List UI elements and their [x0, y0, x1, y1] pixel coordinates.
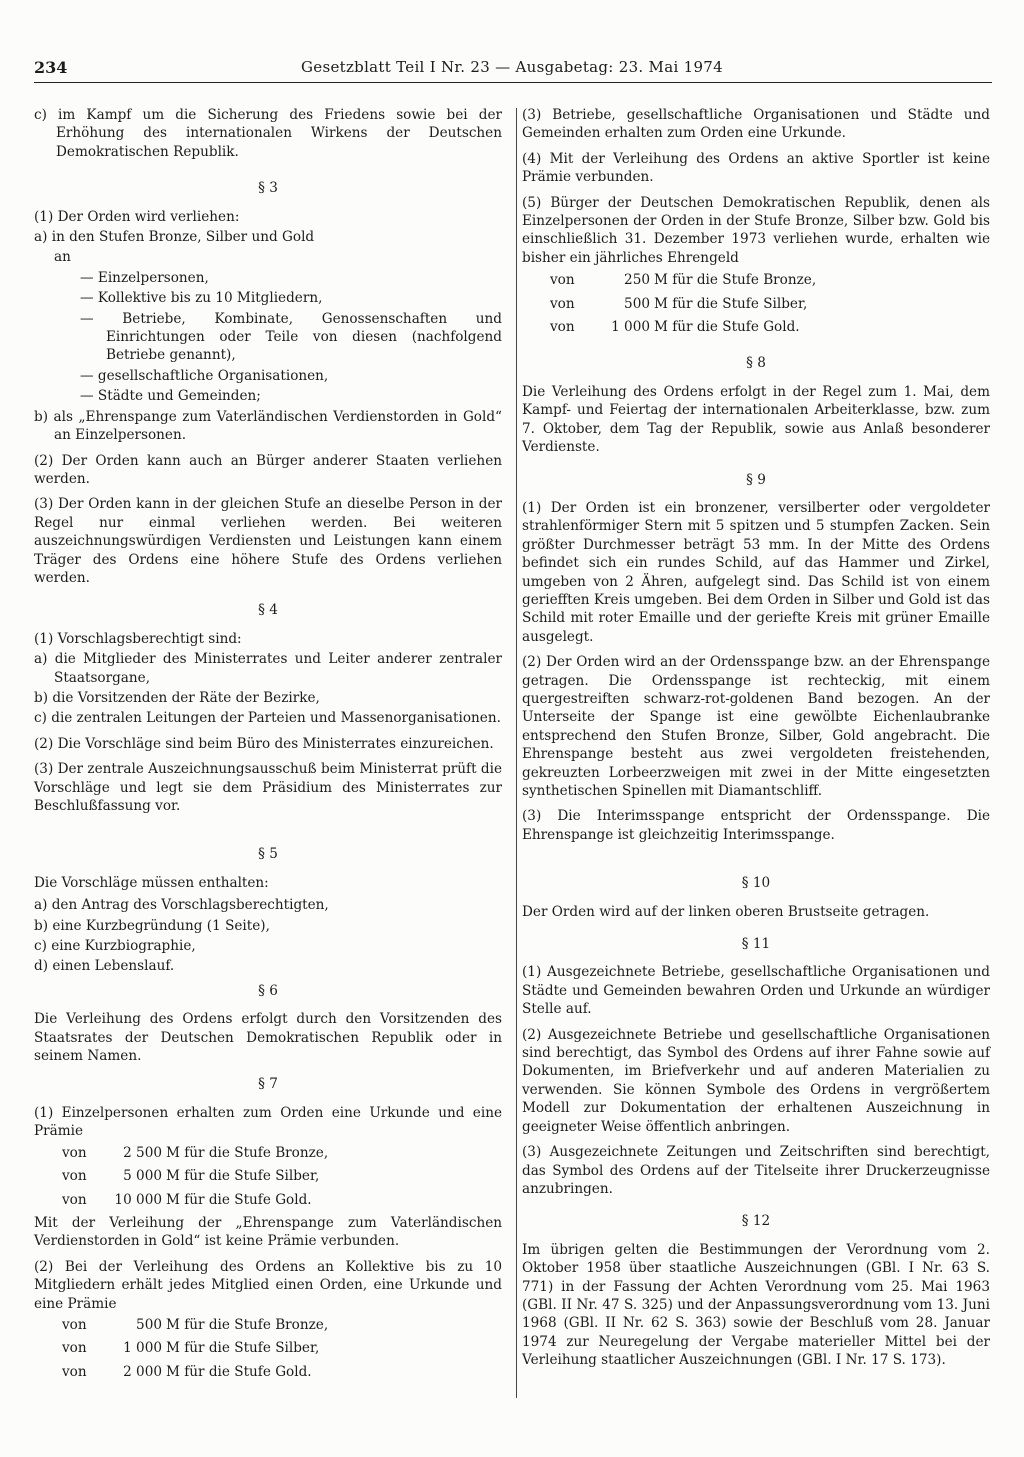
- header-rule: [34, 82, 992, 83]
- s11-p3: (3) Ausgezeichnete Zeitungen und Zeitschriften sind berechtigt, das Symbol des Ordens auf der Titelseite ihrer Druckerzeugnisse anzubringen.: [522, 1144, 990, 1197]
- amount: 2 500: [123, 1144, 162, 1161]
- s3-item-a: a) in den Stufen Bronze, Silber und Gold: [34, 229, 315, 246]
- s4-item: a) die Mitglieder des Ministerrates und Leiter anderer zentraler Staatsorgane,: [34, 651, 502, 686]
- s12-text: Im übrigen gelten die Bestimmungen der Verordnung vom 2. Oktober 1958 über staatliche Auszeichnungen (GBl. I Nr. 63 S. 771) in der Fassung der Achten Verordnung vom 25. Mai 1963 (GBl. II Nr. 47 S. 325) und der Anpassungsverordnung vom 13. Juni 1968 (GBl. II Nr. 62 S. 363) sowie der Beschluß vom 28. Januar 1974 zur Neuregelung der Vergabe materieller Mittel bei der Verleihung staatlicher Auszeichnungen (GBl. I Nr. 17 S. 173).: [522, 1241, 990, 1369]
- section-12-heading: § 12: [741, 1213, 771, 1230]
- s11-p1: (1) Ausgezeichnete Betriebe, gesellschaftliche Organisationen und Städte und Gemeinden bewahren Orden und Urkunde an würdiger Stelle auf.: [522, 964, 990, 1018]
- amount: 1 000: [611, 319, 650, 336]
- amount: 1 000: [123, 1340, 162, 1357]
- amount: 5 000: [123, 1168, 162, 1185]
- s4-p1-intro: (1) Vorschlagsberechtigt sind:: [34, 630, 242, 647]
- s3-p1-intro: (1) Der Orden wird verliehen:: [34, 208, 240, 225]
- s7-p2: (2) Bei der Verleihung des Ordens an Kollektive bis zu 10 Mitgliedern erhält jedes Mitglied einen Orden, eine Urkunde und eine Prämie: [34, 1258, 502, 1312]
- s9-p3: (3) Die Interimsspange entspricht der Ordensspange. Die Ehrenspange ist gleichzeitig Interimsspange.: [522, 808, 990, 843]
- s5-item: a) den Antrag des Vorschlagsberechtigten,: [34, 897, 329, 914]
- s4-item: c) die zentralen Leitungen der Parteien und Massenorganisationen.: [34, 710, 501, 727]
- s7-amount-row: von 2 000 M für die Stufe Gold.: [62, 1363, 312, 1380]
- s5-item: d) einen Lebenslauf.: [34, 958, 175, 975]
- section-6-heading: § 6: [258, 982, 278, 999]
- s5-item: c) eine Kurzbiographie,: [34, 938, 196, 955]
- header-title: Gesetzblatt Teil I Nr. 23 — Ausgabetag: 23. Mai 1974: [301, 58, 723, 76]
- page-number: 234: [34, 58, 68, 77]
- section-3-heading: § 3: [258, 180, 278, 197]
- s7-amount-row: von 1 000 M für die Stufe Silber,: [62, 1340, 320, 1357]
- column-divider: [516, 108, 517, 1398]
- s7-amount-row: von 500 M für die Stufe Bronze,: [62, 1316, 329, 1333]
- s5-intro: Die Vorschläge müssen enthalten:: [34, 874, 269, 891]
- section-4-heading: § 4: [258, 602, 278, 619]
- s7-ehrengeld-row: von 1 000 M für die Stufe Gold.: [550, 319, 800, 336]
- section-8-heading: § 8: [746, 355, 766, 372]
- page-header: [0, 54, 1024, 88]
- s3-p2: (2) Der Orden kann auch an Bürger anderer Staaten verliehen werden.: [34, 452, 502, 487]
- amount: 500: [624, 295, 650, 312]
- section-9-heading: § 9: [746, 471, 766, 488]
- s8-text: Die Verleihung des Ordens erfolgt in der Regel zum 1. Mai, dem Kampf- und Feiertag der internationalen Arbeiterklasse, bzw. zum 7. Oktober, dem Tag der Republik, sowie aus Anlaß besonderer Verdienste.: [522, 383, 990, 456]
- s7-p4: (4) Mit der Verleihung des Ordens an aktive Sportler ist keine Prämie verbunden.: [522, 150, 990, 186]
- s9-p1: (1) Der Orden ist ein bronzener, versilberter oder vergoldeter strahlenförmiger Stern mit 5 spitzen und 5 stumpfen Zacken. Sein größter Durchmesser beträgt 53 mm. In der Mitte des Ordens befindet sich ein rundes Schild, auf das Hammer und Zirkel, umgeben von 2 Ähren, aufgelegt sind. Das Schild ist von einem geriefften Kreis umgeben. Bei dem Orden in Silber und Gold ist das Schild mit roter Emaille und der geriefte Kreis mit grüner Emaille ausgelegt.: [522, 499, 990, 645]
- s7-amount-row: von 10 000 M für die Stufe Gold.: [62, 1191, 312, 1208]
- s10-text: Der Orden wird auf der linken oberen Brustseite getragen.: [522, 903, 930, 920]
- s5-item: b) eine Kurzbegründung (1 Seite),: [34, 917, 270, 934]
- s7-p1: (1) Einzelpersonen erhalten zum Orden eine Urkunde und eine Prämie: [34, 1104, 502, 1140]
- amount: 250: [624, 272, 650, 289]
- s3-dash-item: — Städte und Gemeinden;: [80, 388, 261, 405]
- s11-p2: (2) Ausgezeichnete Betriebe und gesellschaftliche Organisationen sind berechtigt, das Symbol des Ordens auf ihrer Fahne sowie auf Dokumenten, im Briefverkehr und auf anderen Materialien zu verwenden. Sie können Symbole des Ordens in vergrößertem Modell zur Dokumentation der erhaltenen Auszeichnung in geeigneter Weise öffentlich anbringen.: [522, 1026, 990, 1135]
- s7-p3: (3) Betriebe, gesellschaftliche Organisationen und Städte und Gemeinden erhalten zum Orden eine Urkunde.: [522, 107, 990, 142]
- s9-p2: (2) Der Orden wird an der Ordensspange bzw. an der Ehrenspange getragen. Die Ordensspange ist rechteckig, mit einem quergestreiften schwarz-rot-goldenen Band bezogen. An der Unterseite der Spange ist eine gewölbte Eichenlaubranke entsprechend den Stufen Bronze, Silber, Gold angebracht. Die Ehrenspange besteht aus zwei vergoldeten freistehenden, gekreuzten Lorbeerzweigen mit zwei in der Mitte eingesetzten synthetischen Spinellen mit Diamantschliff.: [522, 654, 990, 799]
- amount: 2 000: [123, 1363, 162, 1380]
- s6-text: Die Verleihung des Ordens erfolgt durch den Vorsitzenden des Staatsrates der Deutschen Demokratischen Republik oder in seinem Namen.: [34, 1011, 502, 1065]
- s7-amount-row: von 2 500 M für die Stufe Bronze,: [62, 1144, 329, 1161]
- s7-p1-end: Mit der Verleihung der „Ehrenspange zum Vaterländischen Verdienstorden in Gold“ ist keine Prämie verbunden.: [34, 1214, 502, 1250]
- s3-dash-item: — Betriebe, Kombinate, Genossenschaften und Einrichtungen oder Teile von diesen (nachfolgend Betriebe genannt),: [80, 310, 502, 364]
- s4-item: b) die Vorsitzenden der Räte der Bezirke,: [34, 689, 320, 706]
- s3-dash-item: — Einzelpersonen,: [80, 269, 209, 286]
- s3-item-b: b) als „Ehrenspange zum Vaterländischen Verdienstorden in Gold“ an Einzelpersonen.: [34, 408, 502, 444]
- s7-ehrengeld-row: von 500 M für die Stufe Silber,: [550, 295, 808, 312]
- amount: 10 000: [114, 1191, 162, 1208]
- section-11-heading: § 11: [741, 936, 771, 953]
- s2-item-c: c) im Kampf um die Sicherung des Friedens sowie bei der Erhöhung des internationalen Wirkens der Deutschen Demokratischen Republik.: [34, 107, 502, 160]
- s3-p3: (3) Der Orden kann in der gleichen Stufe an dieselbe Person in der Regel nur einmal verliehen werden. Bei weiteren auszeichnungswürdigen Verdiensten und Leistungen kann einem Träger des Ordens eine höhere Stufe des Ordens verliehen werden.: [34, 496, 502, 586]
- section-5-heading: § 5: [258, 846, 278, 863]
- section-10-heading: § 10: [741, 875, 771, 892]
- s4-p3: (3) Der zentrale Auszeichnungsausschuß beim Ministerrat prüft die Vorschläge und legt sie dem Präsidium des Ministerrates zur Beschlußfassung vor.: [34, 761, 502, 814]
- s3-dash-item: — Kollektive bis zu 10 Mitgliedern,: [80, 290, 323, 307]
- s4-p2: (2) Die Vorschläge sind beim Büro des Ministerrates einzureichen.: [34, 735, 494, 752]
- s7-amount-row: von 5 000 M für die Stufe Silber,: [62, 1168, 320, 1185]
- s3-dash-item: — gesellschaftliche Organisationen,: [80, 367, 329, 384]
- amount: 500: [136, 1316, 162, 1333]
- s7-ehrengeld-row: von 250 M für die Stufe Bronze,: [550, 272, 817, 289]
- left-column: [34, 106, 502, 1386]
- right-column: [522, 106, 990, 1377]
- section-7-heading: § 7: [258, 1076, 278, 1093]
- s3-an: an: [54, 249, 71, 266]
- s7-p5: (5) Bürger der Deutschen Demokratischen Republik, denen als Einzelpersonen der Orden in der Stufe Bronze, Silber bzw. Gold bis einschließlich 31. Dezember 1973 verliehen wurde, erhalten wie bisher ein jährliches Ehrengeld: [522, 194, 990, 266]
